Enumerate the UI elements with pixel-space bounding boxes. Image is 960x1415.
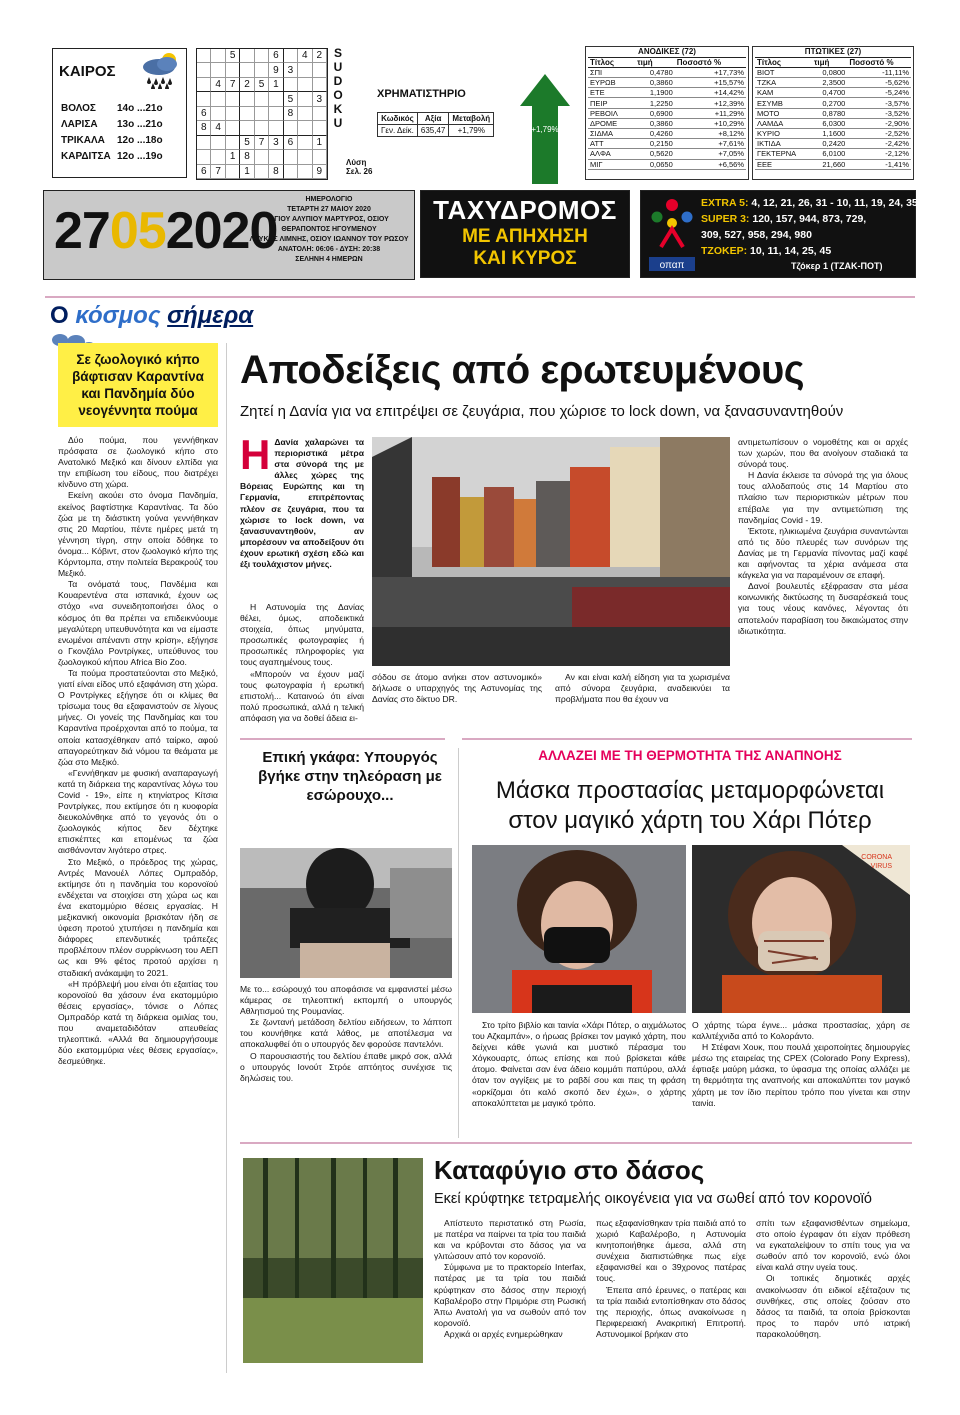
- table-cell: ΚΥΡΙΟ: [755, 129, 812, 139]
- lotto-row: ΤΖΟΚΕΡ: 10, 11, 14, 25, 45: [701, 245, 832, 257]
- sudoku-cell: [298, 150, 312, 164]
- table-row: [755, 108, 911, 118]
- table-cell: 1,2250: [635, 98, 675, 108]
- sudoku-cell: [255, 49, 269, 63]
- sudoku-cell: 8: [269, 165, 283, 179]
- mask-kicker: ΑΛΛΑΖΕΙ ΜΕ ΤΗ ΘΕΡΜΟΤΗΤΑ ΤΗΣ ΑΝΑΠΝΟΗΣ: [538, 748, 842, 763]
- sudoku-cell: [197, 49, 211, 63]
- table-cell: 0,6900: [635, 108, 675, 118]
- losers-table: [755, 47, 911, 170]
- lotto-row: Τζόκερ 1 (ΤΖΑΚ-ΠΟΤ): [791, 261, 883, 271]
- column-divider: [458, 748, 459, 1138]
- table-cell: +6,56%: [675, 159, 746, 169]
- table-row: [588, 118, 746, 128]
- table-cell: +17,73%: [675, 67, 746, 77]
- gainers-table: [588, 47, 746, 170]
- stock-title: ΧΡΗΜΑΤΙΣΤΗΡΙΟ: [377, 88, 466, 100]
- forest-subhead: Εκεί κρύφτηκε τετραμελής οικογένεια για να σωθεί από τον κορονοϊό: [434, 1191, 872, 1207]
- table-cell: 0,2420: [812, 139, 848, 149]
- sudoku-label: SUDOKU: [333, 46, 343, 130]
- table-cell: 0,3860: [635, 118, 675, 128]
- sudoku-cell: [197, 92, 211, 106]
- table-row: [588, 149, 746, 159]
- table-row: [755, 78, 911, 88]
- table-cell: 0,4780: [635, 67, 675, 77]
- sudoku-cell: 1: [269, 78, 283, 92]
- table-cell: 0,4260: [635, 129, 675, 139]
- sudoku-cell: 8: [284, 107, 298, 121]
- table-row: [755, 139, 911, 149]
- sudoku-cell: [284, 165, 298, 179]
- forest-col1: Απίστευτο περιστατικό στη Ρωσία, με πατέρα να παίρνει τα τρία του παιδιά και να κρύβονται στο δάσος για να γλιτώσουν από τον κορονοϊό. Σύμφωνα με το πρακτορείο Interfax, πατέρας με τα τρία του παιδιά κρύφτηκαν στο δάσος στην περιοχή Καβαλέροβο στην Πριμόριε στη Ρωσική Άπω Ανατολή για να σωθούν από τον κορονοϊό. Αρχικά οι αρχές ενημερώθηκαν: [434, 1218, 586, 1339]
- sudoku-cell: [226, 121, 240, 135]
- column-divider: [226, 343, 227, 1373]
- table-cell: -2,12%: [847, 149, 911, 159]
- sudoku-cell: 1: [240, 165, 254, 179]
- table-cell: 0,3860: [635, 78, 675, 88]
- date-box: [43, 190, 415, 280]
- column-header: Τίτλος: [755, 57, 812, 67]
- sudoku-cell: [226, 63, 240, 77]
- sudoku-cell: [298, 92, 312, 106]
- sudoku-cell: [197, 150, 211, 164]
- table-cell: ΔΡΟΜΕ: [588, 118, 635, 128]
- sudoku-cell: 6: [269, 49, 283, 63]
- table-cell: -2,90%: [847, 118, 911, 128]
- table-cell: +14,42%: [675, 88, 746, 98]
- table-cell: 0,2150: [635, 139, 675, 149]
- sudoku-cell: 1: [226, 150, 240, 164]
- index-change-label: +1,79%: [531, 125, 559, 134]
- weather-row: ΛΑΡΙΣΑ 13ο ...21ο: [61, 119, 163, 130]
- nyhavn-photo: [372, 437, 730, 666]
- sudoku-cell: 6: [197, 165, 211, 179]
- table-cell: ΕΕΕ: [755, 159, 812, 169]
- sudoku-cell: [255, 165, 269, 179]
- sudoku-cell: [211, 49, 225, 63]
- sudoku-cell: [269, 121, 283, 135]
- sudoku-cell: 5: [284, 92, 298, 106]
- denmark-col3: Αν και είναι καλή είδηση για τα χωρισμένα από σύνορα ζευγάρια, αναδεικνύει τα προβλήματα που θα έχουν να: [555, 672, 730, 705]
- table-cell: ΡΕΒΟΙΛ: [588, 108, 635, 118]
- calendar-info: ΗΜΕΡΟΛΟΓΙΟ ΤΕΤΑΡΤΗ 27 ΜΑΙΟΥ 2020 ΑΓΙΟΥ ΑΛΥΠΙΟΥ ΜΑΡΤΥΡΟΣ, ΟΣΙΟΥ ΘΕΡΑΠΟΝΤΟΣ ΗΓΟΥΜΕΝΟΥ ΛΕΥΚΗΣ ΛΙΜΝΗΣ, ΟΣΙΟΥ ΙΩΑΝΝΟΥ ΤΟΥ ΡΩΣΟΥ ΑΝΑΤΟΛΗ: 06:06 - ΔΥΣΗ: 20:38 ΣΕΛΗΝΗ 4 ΗΜΕΡΩΝ: [249, 196, 409, 263]
- denmark-lead: Η Δανία χαλαρώνει τα περιοριστικά μέτρα στα σύνορά της με άλλες χώρες της Βόρειας Ευρώπης και τη Γερμανία, επιτρέποντας πλέον σε ζευγάρια, που τα χώρισε το lock down, να ξανασυναντηθούν, αν μπορέσουν να αποδείξουν ότι έχουν ερωτική σχέση εδώ και έξι τουλάχιστον μήνες.: [240, 431, 364, 570]
- denmark-subhead: Ζητεί η Δανία για να επιτρέψει σε ζευγάρια, που χώρισε το lock down, να ξανασυναντηθούν: [240, 403, 844, 420]
- sudoku-cell: [284, 121, 298, 135]
- sudoku-cell: 8: [197, 121, 211, 135]
- sudoku-cell: [226, 165, 240, 179]
- table-cell: ΓΕΚΤΕΡΝΑ: [755, 149, 812, 159]
- table-cell: 0,2700: [812, 98, 848, 108]
- sudoku-cell: [240, 63, 254, 77]
- table-row: [588, 78, 746, 88]
- sudoku-cell: 2: [240, 78, 254, 92]
- table-cell: 0,0650: [635, 159, 675, 169]
- sudoku-cell: 8: [240, 150, 254, 164]
- sudoku-cell: 9: [313, 165, 327, 179]
- denmark-col2: σόδου σε άτομο ανήκει στον αστυνομικό» δήλωσε ο υπαρχηγός της Αστυνομίας της Δανίας στο δίκτυο DR.: [372, 672, 542, 705]
- masthead-title: ΤΑΧΥΔΡΟΜΟΣ: [433, 195, 617, 225]
- weather-box: [52, 48, 187, 178]
- column-header: Τίτλος: [588, 57, 635, 67]
- sudoku-cell: [255, 92, 269, 106]
- table-cell: ΕΣΥΜΒ: [755, 98, 812, 108]
- sudoku-cell: [197, 63, 211, 77]
- virus-badge: VIRUS: [870, 863, 892, 870]
- column-header: τιμή: [812, 57, 848, 67]
- gainers-box: [585, 46, 749, 180]
- sudoku-cell: [313, 121, 327, 135]
- sudoku-cell: 6: [284, 136, 298, 150]
- table-row: [755, 159, 911, 169]
- table-row: [588, 108, 746, 118]
- sudoku-solution-ref: Λύση Σελ. 26: [346, 158, 373, 176]
- table-cell: -3,57%: [847, 98, 911, 108]
- table-title: ΑΝΟΔΙΚΕΣ (72): [588, 47, 746, 57]
- table-cell: -5,62%: [847, 78, 911, 88]
- losers-box: [752, 46, 914, 180]
- weather-row: ΒΟΛΟΣ 14ο ...21ο: [61, 103, 163, 114]
- denmark-col1: Η Αστυνομία της Δανίας θέλει, όμως, αποδεικτικά στοιχεία, όπως μηνύματα, προσωπικές φωτογραφίες ή προσωπικές πληροφορίες για τους αγαπημένους τους. «Μπορούν να έχουν μαζί τους φωτογραφία ή ερωτική επιστολή... Καταινοώ ότι είναι πολύ προσωπικά, αλλά η τελική απόφαση για να δοθεί άδεια ει-: [240, 602, 364, 723]
- sudoku-cell: 5: [226, 49, 240, 63]
- table-row: [588, 129, 746, 139]
- weather-row: ΚΑΡΔΙΤΣΑ 12ο ...19ο: [61, 151, 163, 162]
- sudoku-cell: [211, 150, 225, 164]
- sudoku-cell: [240, 107, 254, 121]
- sudoku-cell: [284, 78, 298, 92]
- table-cell: +8,12%: [675, 129, 746, 139]
- rain-cloud-icon: [139, 51, 183, 89]
- table-cell: 0,8780: [812, 108, 848, 118]
- up-arrow-icon: [520, 74, 570, 184]
- table-cell: +7,05%: [675, 149, 746, 159]
- table-row: [755, 98, 911, 108]
- gaffe-body: Με το... εσώρουχό του αποφάσισε να εμφανιστεί μέσω κάμερας σε τηλεοπτική εκπομπή ο υπουργός Αθλητισμού της Ρουμανίας. Σε ζωντανή μετάδοση δελτίου ειδήσεων, το λάπτοπ του κουνήθηκε κατά λάθος, με αποτέλεσμα να αποκαλυφθεί ότι ο υπουργός δεν φορούσε παντελόνι. Ο παρουσιαστής του δελτίου έπαθε μικρό σοκ, αλλά ο υπουργός Ιονούτ Στρόε απτόητος συνέχισε τις δηλώσεις του.: [240, 984, 452, 1083]
- sudoku-cell: [211, 63, 225, 77]
- sudoku-cell: 4: [298, 49, 312, 63]
- sudoku-cell: 3: [313, 92, 327, 106]
- svg-text:οπαπ: οπαπ: [659, 260, 685, 271]
- sudoku-cell: 1: [313, 136, 327, 150]
- weather-title: ΚΑΙΡΟΣ: [59, 63, 116, 80]
- denmark-col4: αντιμετωπίσουν ο νομοθέτης και οι αρχές των χωρών, που θα ανοίγουν σταδιακά τα σύνορά τους. Η Δανία έκλεισε τα σύνορά της για όλους τους αλλοδαπούς στις 14 Μαρτίου στο πλαίσιο των περιοριστικών μέτρων που επέβαλε για την αντιμετώπιση της πανδημίας Covid - 19. Έκτοτε, ηλικιωμένα ζευγάρια συναντώνται από τις δύο πλευρές των συνόρων της Δανίας με τη Γερμανία πίνοντας μαζί καφέ και αφήνοντας τα χέρια ανάμεσα στα κάγκελα για να παραμένουν σε επαφή. Δανοί βουλευτές εξέφρασαν στα μέσα κοινωνικής δικτύωσης τη δυσαρέσκειά τους για τους νέους κανόνες, λέγοντας ότι αποτελούν παραβίαση του δικαιώματος στην ιδιωτικότητα.: [738, 437, 908, 636]
- table-cell: ΜΙΓ: [588, 159, 635, 169]
- table-row: [755, 129, 911, 139]
- sudoku-cell: [255, 150, 269, 164]
- sudoku-cell: 7: [211, 165, 225, 179]
- sudoku-cell: [298, 63, 312, 77]
- table-cell: 0,5620: [635, 149, 675, 159]
- sudoku-cell: [211, 136, 225, 150]
- section-divider: [240, 1142, 912, 1144]
- sudoku-cell: 7: [255, 136, 269, 150]
- table-cell: -2,52%: [847, 129, 911, 139]
- masthead-subtitle: ΜΕ ΑΠΗΧΗΣΗ: [462, 226, 588, 247]
- table-cell: -5,24%: [847, 88, 911, 98]
- sudoku-cell: 7: [226, 78, 240, 92]
- puma-body: Δύο πούμα, που γεννήθηκαν πρόσφατα σε ζωολογικό κήπο στο Ανατολικό Μεξικό και δίνουν ελπίδα για την επιβίωση του είδους, που διατρέχει κίνδυνο στη χώρα. Εκείνη ακούει στο όνομα Πανδημία, εκείνος βαφτίστηκε Καραντίνας. Τα δύο ζώα με τη διάστικτη γούνα γεννήθηκαν στις 20 Μαρτίου, πέντε ημέρες μετά τη γέννηση τίγρη, στην οποία δόθηκε το όνομα... Κόβιντ, στον ζωολογικό κήπο της Κόρντομπα, στην πολιτεία Βερακρούζ του Μεξικό. Τα ονόματά τους, Πανδέμια και Κουαρεντένα στα ισπανικά, έχουν ως στόχο «να συνειδητοποιήσει όλος ο κόσμος ότι θα πρέπει να επιδεικνύουμε μεγαλύτερη υπευθυνότητα και να είμαστε ενωμένοι απέναντι στην κρίση», εξήγησε ο Γκονζάλο Ροντρίγκες, υπεύθυνος του ζωολογικού κήπου Africa Bio Zoo. Τα πούμα προστατεύονται στο Μεξικό, γιατί είναι είδος υπό εξαφάνιση στη χώρα. Ο Ροντρίγκες εξήγησε ότι οι κλίμες θα τρίσωμα τους θα εξαφανιστούν σε λίγους μήνες. Οι γονείς της Πανδημίας και του Καραντίνα προέρχονται από το πούμα, τα οποία κατασχέθηκαν από ταίρκο, αφού απαγορεύτηκαν διά νόμου τα θεάματα με ζώα στο Μεξικό. «Γεννήθηκαν με φυσική αναπαραγωγή κατά τη διάρκεια της καραντίνας λόγω του Covid - 19», είπε η κτηνίατρος Κίτσια Ροντρίγκες, που εκτίμησε ότι η κυοφορία διευκολύνθηκε από το γεγονός ότι ο ζωολογικός κήπος δεν δέχτηκε επισκέπτες και επομένως τα ζώα αισθάνονταν λιγότερο στρες. Στο Μεξικό, ο πρόεδρος της χώρας, Αντρές Μανουέλ Λόπες Ομπραδόρ, εκτίμησε ότι η πανδημία του κορονοϊού ενδέχεται να στοιχίσει στη χώρα ως και ένα εκατομμύριο θέσεις εργασίας. Η μεξικανική οικονομία βρισκόταν ήδη σε ύφεση προτού χτυπήσει η πανδημία και διάφορες επενδυτικές τράπεζες προβλέπουν πλέον συρρίκνωση του ΑΕΠ ως και 9% φέτος προτού αρχίσει η σταδιακή ανάκαμψη το 2021. «Η πρόβλεψή μου είναι ότι εξαιτίας του κορονοϊού θα χάσουν ένα εκατομμύριο θέσεις εργασίας», τόνισε ο Λόπες Ομπραδόρ κατά τη διάρκεια ομιλίας του, που αναμεταδιδόταν απευθείας τηλεοπτικά. «Αλλά θα δημιουργήσουμε δύο εκατομμύρια νέες θέσεις εργασίας», δεσμεύθηκε.: [58, 435, 218, 1067]
- table-cell: ΕΤΕ: [588, 88, 635, 98]
- table-cell: ΛΑΜΔΑ: [755, 118, 812, 128]
- sudoku-cell: [313, 78, 327, 92]
- section-divider: [240, 738, 445, 740]
- table-cell: ΤΖΚΑ: [755, 78, 812, 88]
- table-row: [588, 98, 746, 108]
- forest-col2: πως εξαφανίσθηκαν τρία παιδιά από το χωριό Καβαλέροβο, η Αστυνομία κινητοποιήθηκε άμεσα, αλλά στη συνέχεια διαπιστώθηκε πως είχε εξαφανισθεί και ο 39χρονος πατέρας τους. Έπειτα από έρευνες, ο πατέρας και τα τρία παιδιά εντοπίσθηκαν στο δάσος της περιοχής, όπως ανακοίνωσε η Περιφερειακή Ανακριτική Επιτροπή. Αστυνομικοί βρήκαν στο: [596, 1218, 746, 1339]
- table-row: [755, 118, 911, 128]
- sudoku-cell: [226, 107, 240, 121]
- sudoku-cell: [298, 165, 312, 179]
- section-divider: [45, 296, 915, 298]
- corona-badge: CORONA: [861, 854, 892, 861]
- lotto-row: EXTRA 5: 4, 12, 21, 26, 31 - 10, 11, 19, 24, 35: [701, 197, 918, 209]
- table-cell: +7,61%: [675, 139, 746, 149]
- sudoku-cell: 5: [255, 78, 269, 92]
- table-cell: +10,29%: [675, 118, 746, 128]
- table-cell: -11,11%: [847, 67, 911, 77]
- table-cell: +11,29%: [675, 108, 746, 118]
- forest-photo: [243, 1158, 423, 1363]
- section-divider: [462, 738, 912, 740]
- column-header: Ποσοστό %: [847, 57, 911, 67]
- sudoku-cell: 5: [240, 136, 254, 150]
- table-cell: +12,39%: [675, 98, 746, 108]
- table-cell: ΑΛΦΑ: [588, 149, 635, 159]
- sudoku-cell: [269, 107, 283, 121]
- table-row: [588, 88, 746, 98]
- table-cell: ΣΙΔΜΑ: [588, 129, 635, 139]
- sudoku-cell: 9: [269, 63, 283, 77]
- sudoku-cell: 2: [313, 49, 327, 63]
- lotto-row: 309, 527, 958, 294, 980: [701, 229, 812, 241]
- forest-headline: Καταφύγιο στο δάσος: [434, 1155, 705, 1185]
- table-cell: -1,41%: [847, 159, 911, 169]
- table-cell: 0,0800: [812, 67, 848, 77]
- sudoku-cell: [255, 107, 269, 121]
- table-row: [755, 88, 911, 98]
- table-cell: 1,1900: [635, 88, 675, 98]
- mask-col2: Ο χάρτης τώρα έγινε... μάσκα προστασίας, χάρη σε καλλιτέχνιδα από το Κολοράντο. Η Στέφανι Χουκ, που πουλά χειροποίητες δημιουργίες μέσω της εταιρείας της CPEX (Colorado Pony Express), έφτιαξε μαύρη μάσκα, το ύφασμα της οποίας αλλάζει με τη θερμότητα της αναπνοής και αποκαλύπτει τον μαγικό χάρτη με τον ίδιο περίπου τρόπο που γίνεται και στην ταινία.: [692, 1020, 910, 1108]
- gaffe-headline: Επική γκάφα: Υπουργός βγήκε στην τηλεόραση με εσώρουχο...: [258, 749, 442, 804]
- puma-article: [58, 343, 218, 1067]
- table-cell: ΜΟΤΟ: [755, 108, 812, 118]
- sudoku-grid: [196, 48, 328, 180]
- table-cell: ΠΕΙΡ: [588, 98, 635, 108]
- table-row: [755, 149, 911, 159]
- masthead-box: [420, 190, 630, 278]
- table-cell: ΙΚΤΙΔΑ: [755, 139, 812, 149]
- lottery-box: [640, 190, 916, 278]
- sudoku-cell: [298, 78, 312, 92]
- mask-headline: Μάσκα προστασίας μεταμορφώνεται στον μαγικό χάρτη του Χάρι Πότερ: [495, 777, 885, 834]
- table-cell: ΑΤΤ: [588, 139, 635, 149]
- denmark-headline: Αποδείξεις από ερωτευμένους: [240, 348, 805, 392]
- table-cell: -2,42%: [847, 139, 911, 149]
- sudoku-cell: 4: [211, 121, 225, 135]
- sudoku-cell: [226, 92, 240, 106]
- sudoku-cell: [226, 136, 240, 150]
- mask-col1: Στο τρίτο βιβλίο και ταινία «Χάρι Πότερ, ο αιχμάλωτος του Αζκαμπάν», ο ήρωας βρίσκει τον μαγικό χάρτη, που δείχνει κάθε γωνιά και μυστικό πέρασμα του Χόγκουαρτς, όπως επίσης και πού βρίσκεται κάθε άτομο. Φαίνεται σαν ένα άδειο κομμάτι παπύρου, αλλά όταν τον αγγίξεις με το ραβδί σου και πεις τη φράση «ορκίζομαι ότι καλό σκοπό δεν έχω», ο χάρτης αποκαλύπτεται με μαγικό τρόπο.: [472, 1020, 686, 1108]
- sudoku-cell: 6: [197, 107, 211, 121]
- table-cell: ΚΑΜ: [755, 88, 812, 98]
- lotto-row: SUPER 3: 120, 157, 944, 873, 729,: [701, 213, 867, 225]
- table-cell: 6,0300: [812, 118, 848, 128]
- table-cell: 6,0100: [812, 149, 848, 159]
- sudoku-cell: [298, 136, 312, 150]
- forest-col3: σπίτι των εξαφανισθέντων σημείωμα, στο οποίο έγραφαν ότι είχαν πρόθεση να εγκαταλείψουν το σπίτι τους για να σωθούν από τον κορονοϊό, ενώ όλοι είναι καλά στην υγεία τους. Οι τοπικές δημοτικές αρχές ανακοίνωσαν ότι ειδικοί εξέταζουν τις συνθήκες, στις οποίες ζούσαν στο δάσος τα παιδιά, τα οποία βρίσκονται προς το παρόν υπό ιατρική παρακολούθηση.: [756, 1218, 910, 1339]
- sudoku-cell: [284, 49, 298, 63]
- sudoku-cell: [255, 121, 269, 135]
- table-cell: 21,660: [812, 159, 848, 169]
- sudoku-cell: [197, 136, 211, 150]
- sudoku-cell: [313, 150, 327, 164]
- table-cell: ΕΥΡΩΒ: [588, 78, 635, 88]
- sudoku-cell: [211, 107, 225, 121]
- weather-row: ΤΡΙΚΑΛΑ 12ο ...18ο: [61, 135, 163, 146]
- sudoku-cell: [255, 63, 269, 77]
- column-header: Ποσοστό %: [675, 57, 746, 67]
- sudoku-cell: [211, 92, 225, 106]
- puma-headline: Σε ζωολογικό κήπο βάφτισαν Καραντίνα και Πανδημία δύο νεογέννητα πούμα: [58, 343, 218, 427]
- section-title: Ο κόσμος σήμερα: [50, 302, 290, 338]
- minister-photo: [240, 848, 452, 978]
- sudoku-cell: [298, 107, 312, 121]
- mask-photo-after: [692, 845, 910, 1013]
- sudoku-cell: [240, 121, 254, 135]
- table-row: [588, 139, 746, 149]
- table-cell: ΒΙΟΤ: [755, 67, 812, 77]
- masthead-subtitle: ΚΑΙ ΚΥΡΟΣ: [473, 248, 577, 269]
- table-title: ΠΤΩΤΙΚΕΣ (27): [755, 47, 911, 57]
- sudoku-cell: [197, 78, 211, 92]
- table-row: [755, 67, 911, 77]
- stock-index-table: Κωδικός Αξία Μεταβολή Γεν. Δείκ. 635,47 +1,79%: [377, 112, 494, 137]
- sudoku-cell: [298, 121, 312, 135]
- sudoku-cell: 4: [211, 78, 225, 92]
- table-cell: 0,4700: [812, 88, 848, 98]
- sudoku-cell: 3: [269, 136, 283, 150]
- sudoku-cell: [269, 150, 283, 164]
- table-cell: ΣΠΙ: [588, 67, 635, 77]
- sudoku-cell: [313, 63, 327, 77]
- table-row: [588, 159, 746, 169]
- table-cell: -3,52%: [847, 108, 911, 118]
- sudoku-cell: [240, 92, 254, 106]
- mask-photo-before: [472, 845, 686, 1013]
- sudoku-cell: [240, 49, 254, 63]
- column-header: τιμή: [635, 57, 675, 67]
- date-number: 27052020: [54, 202, 278, 260]
- table-cell: 1,1600: [812, 129, 848, 139]
- sudoku-cell: [269, 92, 283, 106]
- table-cell: +15,57%: [675, 78, 746, 88]
- sudoku-cell: 3: [284, 63, 298, 77]
- sudoku-cell: [284, 150, 298, 164]
- opap-logo: [649, 197, 695, 273]
- table-row: [588, 67, 746, 77]
- table-cell: 2,3500: [812, 78, 848, 88]
- sudoku-cell: [313, 107, 327, 121]
